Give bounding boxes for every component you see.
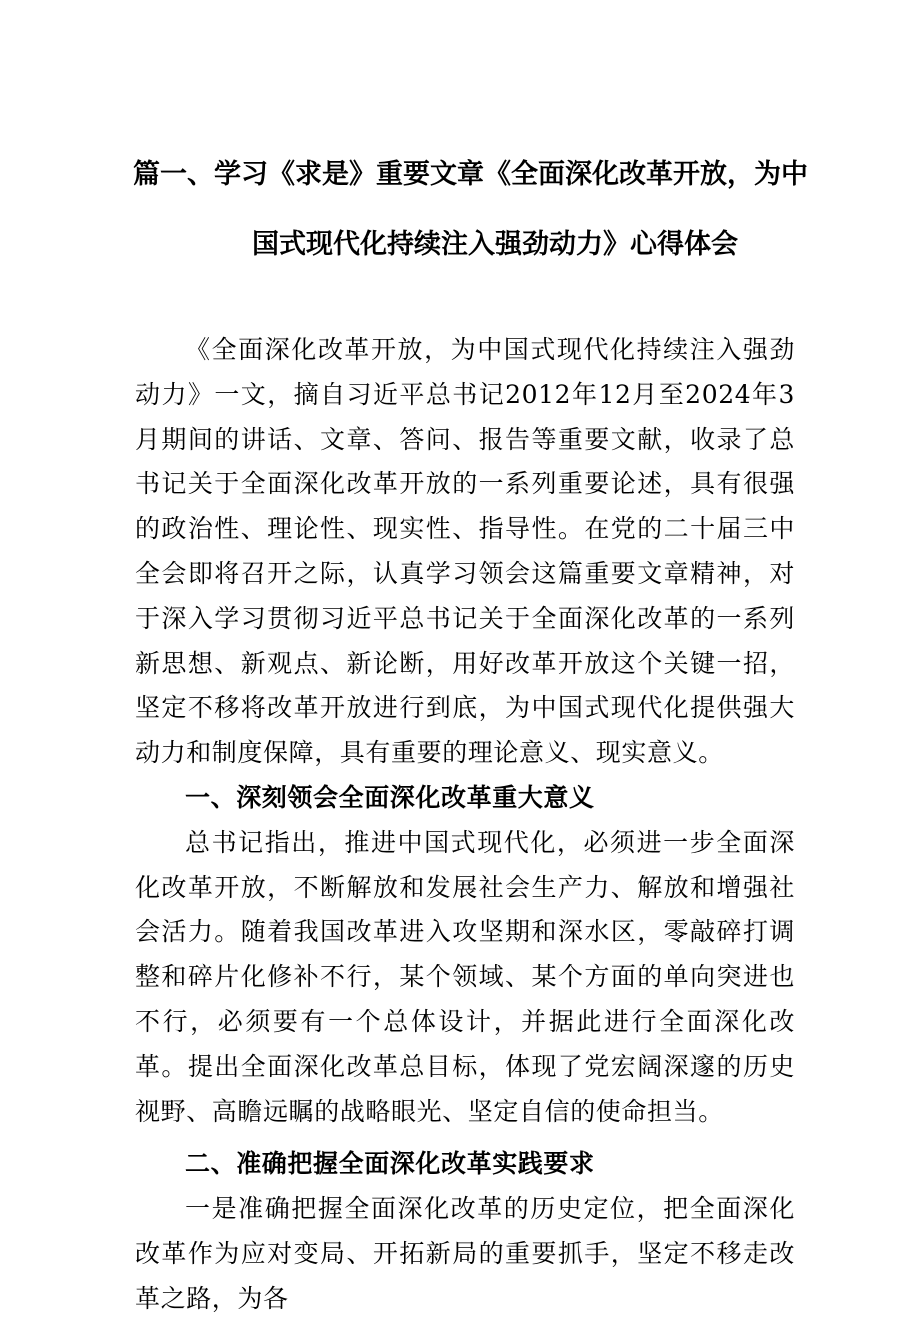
- section-gap: [135, 1134, 795, 1142]
- document-title-line-1: 篇一、学习《求是》重要文章《全面深化改革开放，为中: [133, 159, 808, 190]
- document-body: [135, 328, 795, 1322]
- section-1-paragraph: 总书记指出，推进中国式现代化，必须进一步全面深化改革开放，不断解放和发展社会生产力、解放和增强社会活力。随着我国改革进入攻坚期和深水区，零敲碎打调整和碎片化修补不行，某个领域、某个方面的单向突进也不行，必须要有一个总体设计，并据此进行全面深化改革。提出全面深化改革总目标，体现了党宏阔深邃的历史视野、高瞻远瞩的战略眼光、坚定自信的使命担当。: [135, 827, 795, 1126]
- section-heading-1: 一、深刻领会全面深化改革重大意义: [185, 782, 595, 812]
- intro-paragraph: 《全面深化改革开放，为中国式现代化持续注入强劲动力》一文，摘自习近平总书记2012年12月至2024年3月期间的讲话、文章、答问、报告等重要文献，收录了总书记关于全面深化改革开放的一系列重要论述，具有很强的政治性、理论性、现实性、指导性。在党的二十届三中全会即将召开之际，认真学习领会这篇重要文章精神，对于深入学习贯彻习近平总书记关于全面深化改革的一系列新思想、新观点、新论断，用好改革开放这个关键一招，坚定不移将改革开放进行到底，为中国式现代化提供强大动力和制度保障，具有重要的理论意义、现实意义。: [135, 335, 795, 768]
- section-2-paragraph: 一是准确把握全面深化改革的历史定位，把全面深化改革作为应对变局、开拓新局的重要抓手，坚定不移走改革之路，为各: [135, 1194, 795, 1313]
- section-heading-2: 二、准确把握全面深化改革实践要求: [185, 1149, 595, 1179]
- document-title-line-2: 国式现代化持续注入强劲动力》心得体会: [252, 229, 738, 260]
